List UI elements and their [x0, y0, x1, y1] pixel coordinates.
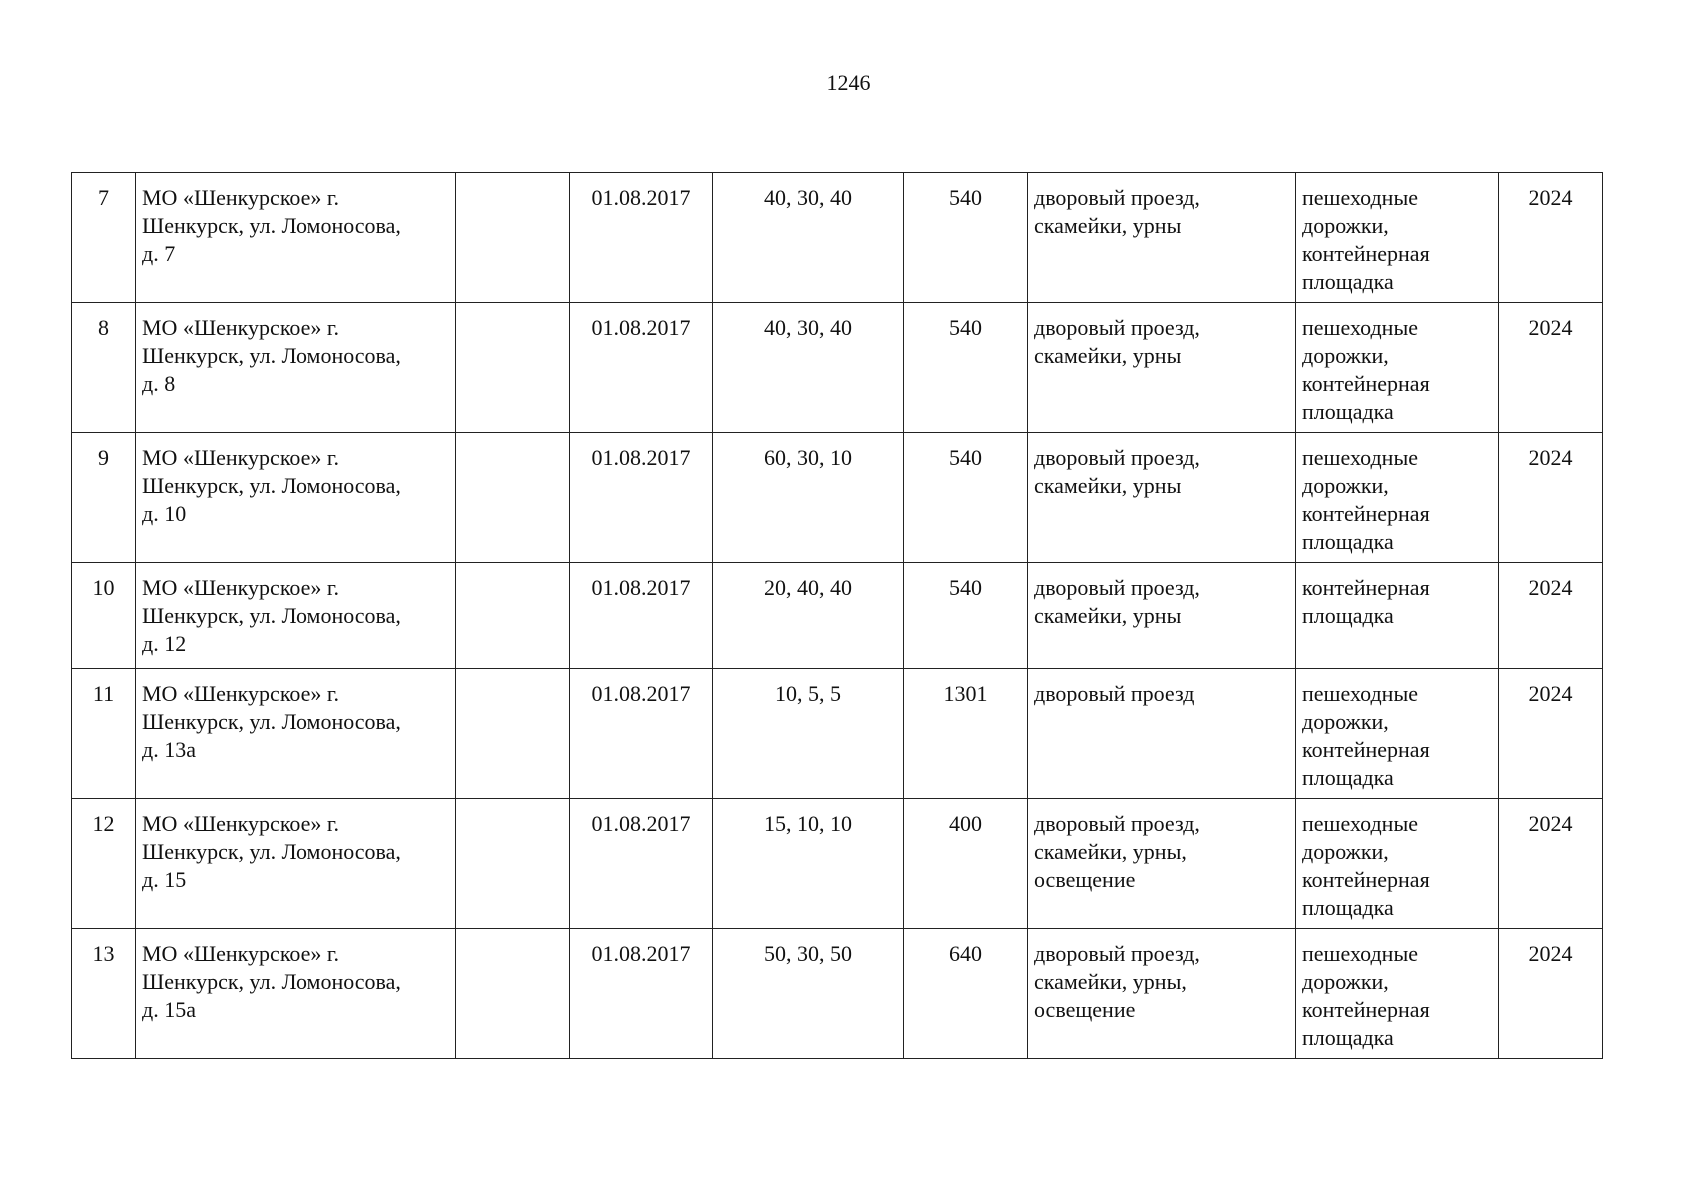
cell-address	[136, 433, 456, 563]
cell-area: 540	[904, 303, 1028, 433]
minimal-works-line: скамейки, урны	[1034, 213, 1182, 238]
cell-year: 2024	[1499, 303, 1603, 433]
cell-empty	[456, 929, 570, 1059]
table-row	[72, 929, 1603, 1059]
minimal-works-line: скамейки, урны	[1034, 343, 1182, 368]
cell-percentages: 15, 10, 10	[713, 799, 904, 929]
additional-works-line: пешеходные	[1302, 941, 1418, 966]
additional-works-line: площадка	[1302, 765, 1394, 790]
cell-date: 01.08.2017	[570, 303, 713, 433]
cell-minimal-works	[1028, 563, 1296, 669]
address-line: д. 7	[142, 241, 176, 266]
address-line: МО «Шенкурское» г.	[142, 811, 339, 836]
cell-row-number: 7	[72, 173, 136, 303]
address-line: Шенкурск, ул. Ломоносова,	[142, 343, 401, 368]
cell-percentages: 40, 30, 40	[713, 303, 904, 433]
table-body	[72, 173, 1603, 1059]
table-row	[72, 799, 1603, 929]
address-line: Шенкурск, ул. Ломоносова,	[142, 213, 401, 238]
cell-row-number: 11	[72, 669, 136, 799]
cell-area: 540	[904, 563, 1028, 669]
table-row	[72, 303, 1603, 433]
cell-additional-works	[1296, 929, 1499, 1059]
address-line: МО «Шенкурское» г.	[142, 575, 339, 600]
additional-works-line: контейнерная	[1302, 575, 1430, 600]
cell-additional-works	[1296, 433, 1499, 563]
minimal-works-line: скамейки, урны	[1034, 473, 1182, 498]
cell-year: 2024	[1499, 929, 1603, 1059]
additional-works-line: контейнерная	[1302, 501, 1430, 526]
additional-works-line: контейнерная	[1302, 867, 1430, 892]
additional-works-line: пешеходные	[1302, 185, 1418, 210]
minimal-works-line: освещение	[1034, 997, 1136, 1022]
cell-empty	[456, 303, 570, 433]
cell-percentages: 40, 30, 40	[713, 173, 904, 303]
cell-year: 2024	[1499, 563, 1603, 669]
cell-minimal-works	[1028, 799, 1296, 929]
minimal-works-line: дворовый проезд,	[1034, 941, 1200, 966]
address-line: Шенкурск, ул. Ломоносова,	[142, 969, 401, 994]
additional-works-line: контейнерная	[1302, 737, 1430, 762]
cell-minimal-works	[1028, 669, 1296, 799]
additional-works-line: площадка	[1302, 603, 1394, 628]
cell-year: 2024	[1499, 173, 1603, 303]
address-line: д. 15а	[142, 997, 196, 1022]
table-row	[72, 173, 1603, 303]
address-line: д. 8	[142, 371, 176, 396]
cell-address	[136, 563, 456, 669]
minimal-works-line: дворовый проезд,	[1034, 575, 1200, 600]
minimal-works-line: скамейки, урны,	[1034, 969, 1187, 994]
table-row	[72, 563, 1603, 669]
minimal-works-line: освещение	[1034, 867, 1136, 892]
cell-percentages: 50, 30, 50	[713, 929, 904, 1059]
cell-percentages: 10, 5, 5	[713, 669, 904, 799]
cell-date: 01.08.2017	[570, 433, 713, 563]
minimal-works-line: дворовый проезд,	[1034, 445, 1200, 470]
address-line: д. 15	[142, 867, 187, 892]
additional-works-line: площадка	[1302, 895, 1394, 920]
minimal-works-line: дворовый проезд	[1034, 681, 1195, 706]
cell-additional-works	[1296, 303, 1499, 433]
additional-works-line: площадка	[1302, 399, 1394, 424]
cell-area: 540	[904, 173, 1028, 303]
table-row	[72, 669, 1603, 799]
cell-area: 400	[904, 799, 1028, 929]
minimal-works-line: дворовый проезд,	[1034, 315, 1200, 340]
cell-empty	[456, 173, 570, 303]
cell-minimal-works	[1028, 173, 1296, 303]
cell-address	[136, 303, 456, 433]
minimal-works-line: дворовый проезд,	[1034, 811, 1200, 836]
cell-year: 2024	[1499, 669, 1603, 799]
address-line: Шенкурск, ул. Ломоносова,	[142, 473, 401, 498]
cell-additional-works	[1296, 173, 1499, 303]
additional-works-line: дорожки,	[1302, 473, 1389, 498]
cell-minimal-works	[1028, 929, 1296, 1059]
cell-row-number: 8	[72, 303, 136, 433]
page-number: 1246	[826, 70, 871, 95]
cell-empty	[456, 799, 570, 929]
cell-row-number: 9	[72, 433, 136, 563]
additional-works-line: контейнерная	[1302, 241, 1430, 266]
additional-works-line: пешеходные	[1302, 445, 1418, 470]
cell-date: 01.08.2017	[570, 799, 713, 929]
address-line: МО «Шенкурское» г.	[142, 681, 339, 706]
cell-address	[136, 173, 456, 303]
cell-address	[136, 929, 456, 1059]
cell-minimal-works	[1028, 433, 1296, 563]
cell-additional-works	[1296, 799, 1499, 929]
cell-additional-works	[1296, 563, 1499, 669]
cell-row-number: 12	[72, 799, 136, 929]
table-row	[72, 433, 1603, 563]
cell-date: 01.08.2017	[570, 173, 713, 303]
address-line: д. 10	[142, 501, 187, 526]
additional-works-line: площадка	[1302, 1025, 1394, 1050]
cell-empty	[456, 433, 570, 563]
cell-address	[136, 669, 456, 799]
cell-empty	[456, 669, 570, 799]
address-line: Шенкурск, ул. Ломоносова,	[142, 603, 401, 628]
additional-works-line: пешеходные	[1302, 681, 1418, 706]
address-line: МО «Шенкурское» г.	[142, 941, 339, 966]
address-line: МО «Шенкурское» г.	[142, 185, 339, 210]
cell-area: 1301	[904, 669, 1028, 799]
additional-works-line: дорожки,	[1302, 839, 1389, 864]
cell-year: 2024	[1499, 799, 1603, 929]
cell-percentages: 20, 40, 40	[713, 563, 904, 669]
address-line: МО «Шенкурское» г.	[142, 445, 339, 470]
cell-address	[136, 799, 456, 929]
cell-area: 540	[904, 433, 1028, 563]
additional-works-line: пешеходные	[1302, 315, 1418, 340]
cell-row-number: 10	[72, 563, 136, 669]
courtyards-table	[71, 172, 1603, 1059]
additional-works-line: дорожки,	[1302, 343, 1389, 368]
address-line: Шенкурск, ул. Ломоносова,	[142, 839, 401, 864]
cell-row-number: 13	[72, 929, 136, 1059]
cell-minimal-works	[1028, 303, 1296, 433]
additional-works-line: дорожки,	[1302, 213, 1389, 238]
additional-works-line: дорожки,	[1302, 709, 1389, 734]
address-line: МО «Шенкурское» г.	[142, 315, 339, 340]
additional-works-line: площадка	[1302, 529, 1394, 554]
cell-date: 01.08.2017	[570, 563, 713, 669]
cell-year: 2024	[1499, 433, 1603, 563]
additional-works-line: площадка	[1302, 269, 1394, 294]
address-line: д. 13а	[142, 737, 196, 762]
additional-works-line: дорожки,	[1302, 969, 1389, 994]
cell-date: 01.08.2017	[570, 929, 713, 1059]
cell-date: 01.08.2017	[570, 669, 713, 799]
additional-works-line: пешеходные	[1302, 811, 1418, 836]
cell-additional-works	[1296, 669, 1499, 799]
cell-empty	[456, 563, 570, 669]
minimal-works-line: дворовый проезд,	[1034, 185, 1200, 210]
cell-area: 640	[904, 929, 1028, 1059]
address-line: Шенкурск, ул. Ломоносова,	[142, 709, 401, 734]
additional-works-line: контейнерная	[1302, 997, 1430, 1022]
minimal-works-line: скамейки, урны	[1034, 603, 1182, 628]
minimal-works-line: скамейки, урны,	[1034, 839, 1187, 864]
address-line: д. 12	[142, 631, 187, 656]
additional-works-line: контейнерная	[1302, 371, 1430, 396]
cell-percentages: 60, 30, 10	[713, 433, 904, 563]
